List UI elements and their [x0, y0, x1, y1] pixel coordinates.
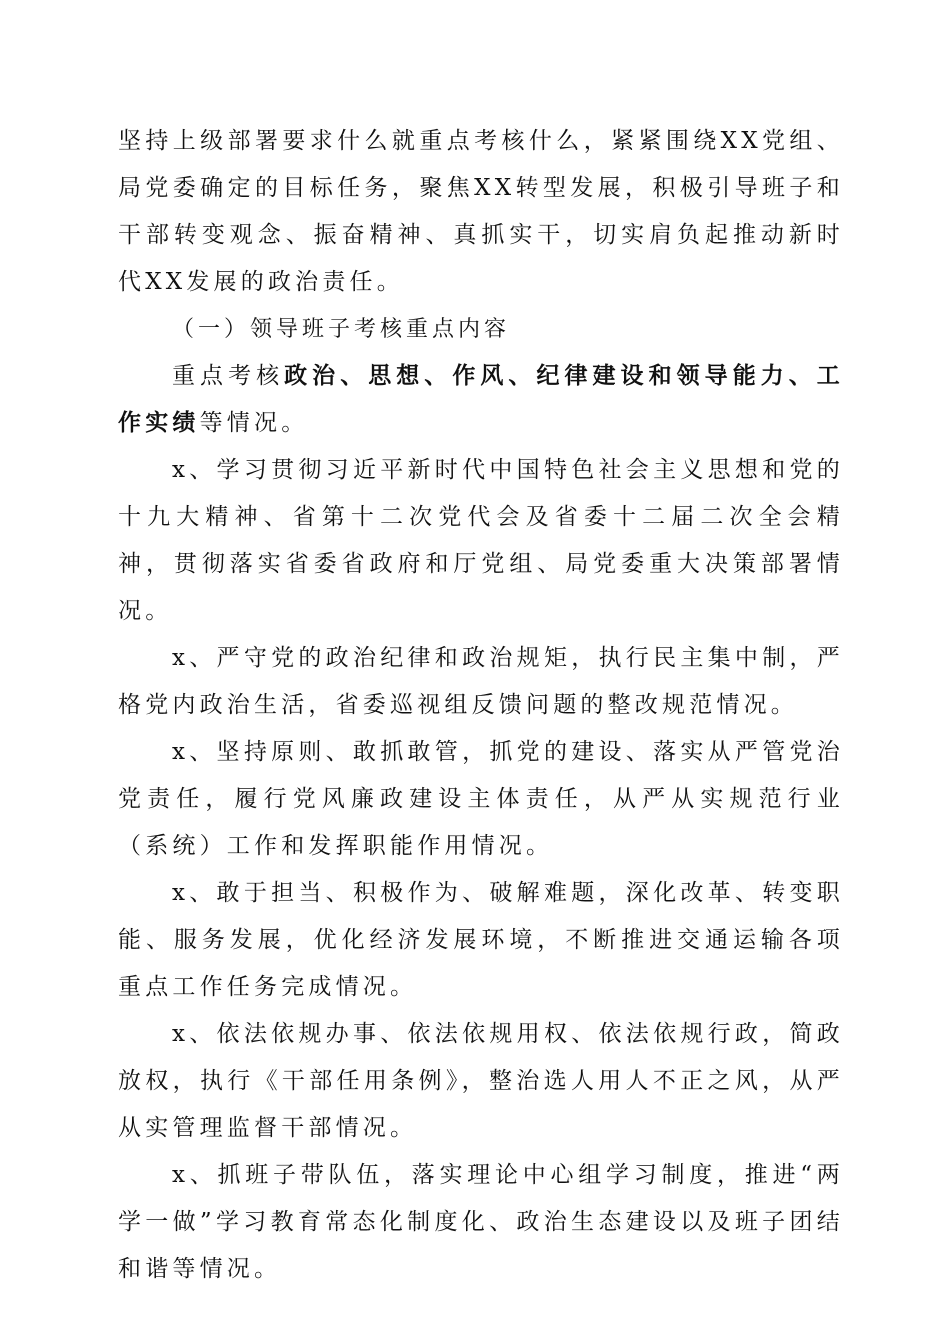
list-item: x、坚持原则、敢抓敢管，抓党的建设、落实从严管党治党责任，履行党风廉政建设主体责任，从严从实规范行业（系统）工作和发挥职能作用情况。 [118, 739, 844, 859]
list-item: x、抓班子带队伍，落实理论中心组学习制度，推进“两学一做”学习教育常态化制度化、政治生态建设以及班子团结和谐等情况。 [118, 1162, 844, 1282]
focus-bold-text: 政治、思想、作风、纪律建设和领导能力、工作实绩 [118, 363, 844, 436]
document-body [118, 118, 844, 1293]
list-item: x、依法依规办事、依法依规用权、依法依规行政，简政放权，执行《干部任用条例》，整治选人用人不正之风，从严从实管理监督干部情况。 [118, 1021, 844, 1141]
focus-prefix: 重点考核 [172, 363, 285, 389]
list-item: x、敢于担当、积极作为、破解难题，深化改革、转变职能、服务发展，优化经济发展环境，不断推进交通运输各项重点工作任务完成情况。 [118, 880, 844, 1000]
list-item: x、学习贯彻习近平新时代中国特色社会主义思想和党的十九大精神、省第十二次党代会及省委十二届二次全会精神，贯彻落实省委省政府和厅党组、局党委重大决策部署情况。 [118, 457, 844, 624]
focus-paragraph [118, 353, 844, 447]
section-heading: （一）领导班子考核重点内容 [172, 317, 511, 342]
intro-paragraph: 坚持上级部署要求什么就重点考核什么，紧紧围绕XX党组、局党委确定的目标任务，聚焦XX转型发展，积极引导班子和干部转变观念、振奋精神、真抓实干，切实肩负起推动新时代XX发展的政治责任。 [118, 128, 844, 295]
focus-suffix: 等情况。 [199, 410, 309, 436]
list-item: x、严守党的政治纪律和政治规矩，执行民主集中制，严格党内政治生活，省委巡视组反馈问题的整改规范情况。 [118, 645, 844, 718]
